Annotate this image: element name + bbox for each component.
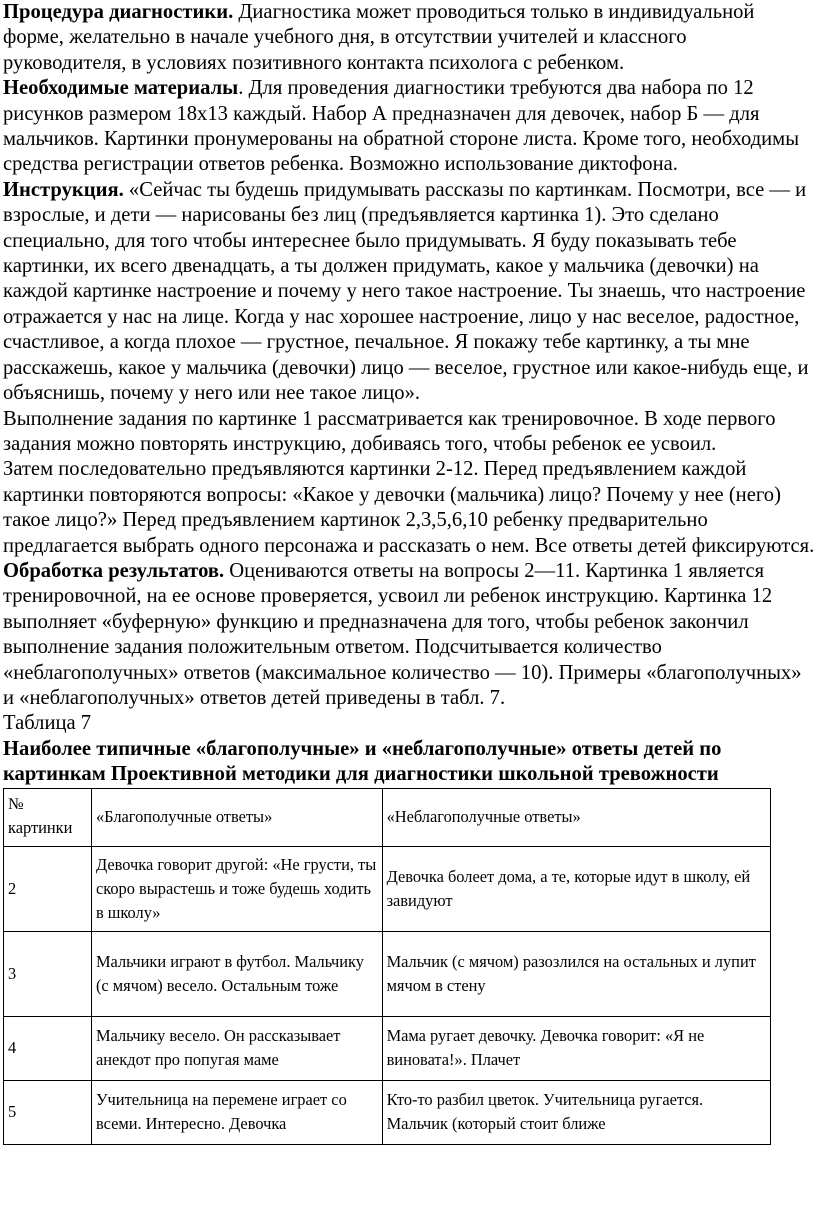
paragraph-text: Диагностика может проводиться только в индивидуальной форме, желательно в начале учебного дня, в отсутствии учителей и классного руководителя, в условиях позитивного контакта психолога с ребенком.	[3, 1, 755, 74]
paragraph-title: Инструкция.	[3, 178, 124, 201]
paragraph-text: Оцениваются ответы на вопросы 2—11. Картинка 1 является тренировочной, на ее основе проверяется, усвоил ли ребенок инструкцию. Картинка 12 выполняет «буферную» функцию и предназначена для того, чтобы ребенок закончил выполнение задания положительным ответом. Подсчитывается количество «неблагополучных» ответов (максимальное количество — 10). Примеры «благополучных» и «неблагополучных» ответов детей приведены в табл. 7.	[3, 559, 802, 709]
paragraph-materials	[3, 76, 815, 178]
cell-positive: Учительница на перемене играет со всеми. Интересно. Девочка	[91, 1080, 382, 1144]
paragraph-title: Необходимые материалы	[3, 77, 239, 100]
table-caption: Таблица 7	[3, 712, 92, 735]
table-row	[4, 846, 771, 931]
cell-number: 4	[4, 1016, 92, 1080]
paragraph-text: . Для проведения диагностики требуются два набора по 12 рисунков размером 18x13 каждый. Набор А предназначен для девочек, набор Б — для мальчиков. Картинки пронумерованы на обратной стороне листа. Кроме того, необходимы средства регистрации ответов ребенка. Возможно использование диктофона.	[3, 77, 800, 176]
paragraph-text: Затем последовательно предъявляются картинки 2-12. Перед предъявлением каждой картинки повторяются вопросы: «Какое у девочки (мальчика) лицо? Почему у нее (него) такое лицо?» Перед предъявлением картинок 2,3,5,6,10 ребенку предварительно предлагается выбрать одного персонажа и рассказать о нем. Все ответы детей фиксируются.	[3, 458, 815, 557]
table-row	[4, 1016, 771, 1080]
paragraph-text: «Сейчас ты будешь придумывать рассказы по картинкам. Посмотри, все — и взрослые, и дети — нарисованы без лиц (предъявляется картинка 1). Это сделано специально, для того чтобы интереснее было придумывать. Я буду показывать тебе картинки, их всего двенадцать, а ты должен придумать, какое у мальчика (девочки) на каждой картинке настроение и почему у него такое настроение. Ты знаешь, что настроение отражается у нас на лице. Когда у нас хорошее настроение, лицо у нас веселое, радостное, счастливое, а когда плохое — грустное, печальное. Я покажу тебе картинку, а ты мне расскажешь, какое у мальчика (девочки) лицо — веселое, грустное или какое-нибудь еще, и объяснишь, почему у него или нее такое лицо».	[3, 178, 809, 405]
cell-positive: Девочка говорит другой: «Не грусти, ты скоро вырастешь и тоже будешь ходить в школу»	[91, 846, 382, 931]
paragraph-training	[3, 407, 815, 458]
paragraph-title: Обработка результатов.	[3, 559, 225, 582]
paragraph-text: Выполнение задания по картинке 1 рассматривается как тренировочное. В ходе первого задания можно повторять инструкцию, добиваясь того, чтобы ребенок ее усвоил.	[3, 407, 776, 455]
header-cell-positive: «Благополучные ответы»	[91, 788, 382, 846]
cell-negative: Кто-то разбил цветок. Учительница ругается. Мальчик (который стоит ближе	[382, 1080, 770, 1144]
paragraph-instruction	[3, 178, 815, 407]
header-cell-negative: «Неблагополучные ответы»	[382, 788, 770, 846]
cell-number: 2	[4, 846, 92, 931]
document-page	[3, 0, 815, 1145]
table-title: Наиболее типичные «благополучные» и «неблагополучные» ответы детей по картинкам Проективной методики для диагностики школьной тревожности	[3, 737, 722, 786]
cell-positive: Мальчики играют в футбол. Мальчику (с мячом) весело. Остальным тоже	[91, 931, 382, 1016]
table-header-row	[4, 788, 771, 846]
cell-number: 5	[4, 1080, 92, 1144]
paragraph-processing	[3, 559, 815, 711]
table-row	[4, 1080, 771, 1144]
paragraph-procedure	[3, 0, 815, 76]
header-cell-number: № картинки	[4, 788, 92, 846]
cell-positive: Мальчику весело. Он рассказывает анекдот про попугая маме	[91, 1016, 382, 1080]
cell-number: 3	[4, 931, 92, 1016]
paragraph-sequence	[3, 457, 815, 559]
cell-negative: Девочка болеет дома, а те, которые идут в школу, ей завидуют	[382, 846, 770, 931]
cell-negative: Мальчик (с мячом) разозлился на остальных и лупит мячом в стену	[382, 931, 770, 1016]
table-row	[4, 931, 771, 1016]
answers-table	[3, 788, 771, 1145]
paragraph-title: Процедура диагностики.	[3, 1, 234, 23]
cell-negative: Мама ругает девочку. Девочка говорит: «Я не виновата!». Плачет	[382, 1016, 770, 1080]
